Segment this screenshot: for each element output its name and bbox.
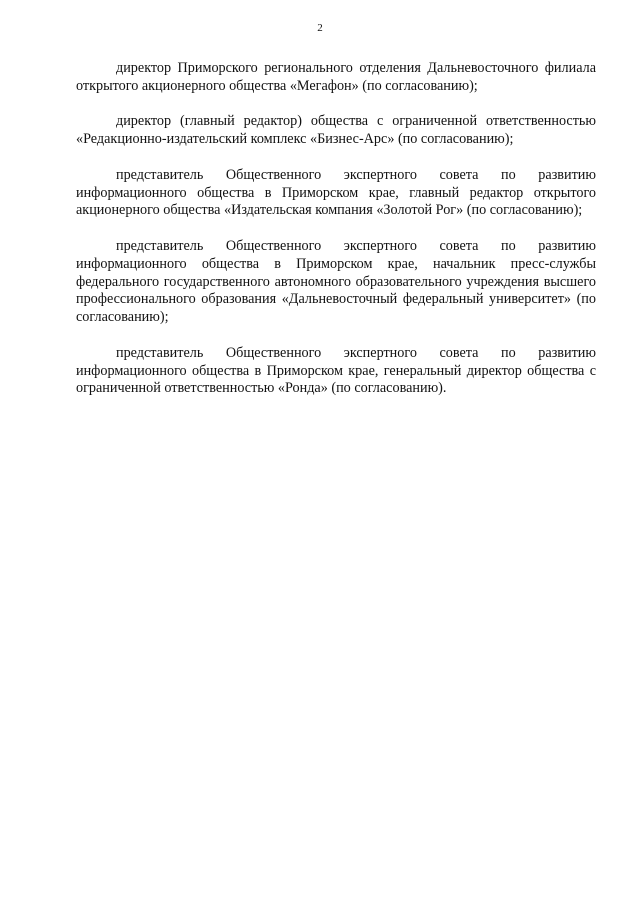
paragraph-ronda: представитель Общественного экспертного совета по развитию информационного общества в Приморском крае, генеральный директор общества с ограниченной ответственностью «Ронда» (по согласованию). [76,344,596,397]
paragraph-dvfu: представитель Общественного экспертного совета по развитию информационного общества в Приморском крае, начальник пресс-службы федерального государственного автономного образовательного учреждения высшего профессионального образования «Дальневосточный федеральный университет» (по согласованию); [76,237,596,326]
paragraph-biznes-ars: директор (главный редактор) общества с ограниченной ответственностью «Редакционно-издательский комплекс «Бизнес-Арс» (по согласованию); [76,113,596,148]
paragraph-zolotoy-rog: представитель Общественного экспертного совета по развитию информационного общества в Приморском крае, главный редактор открытого акционерного общества «Издательская компания «Золотой Рог» (по согласованию); [76,166,596,219]
page-number: 2 [317,22,323,34]
paragraph-megafon: директор Приморского регионального отделения Дальневосточного филиала открытого акционерного общества «Мегафон» (по согласованию); [76,60,596,94]
document-body [76,60,596,416]
